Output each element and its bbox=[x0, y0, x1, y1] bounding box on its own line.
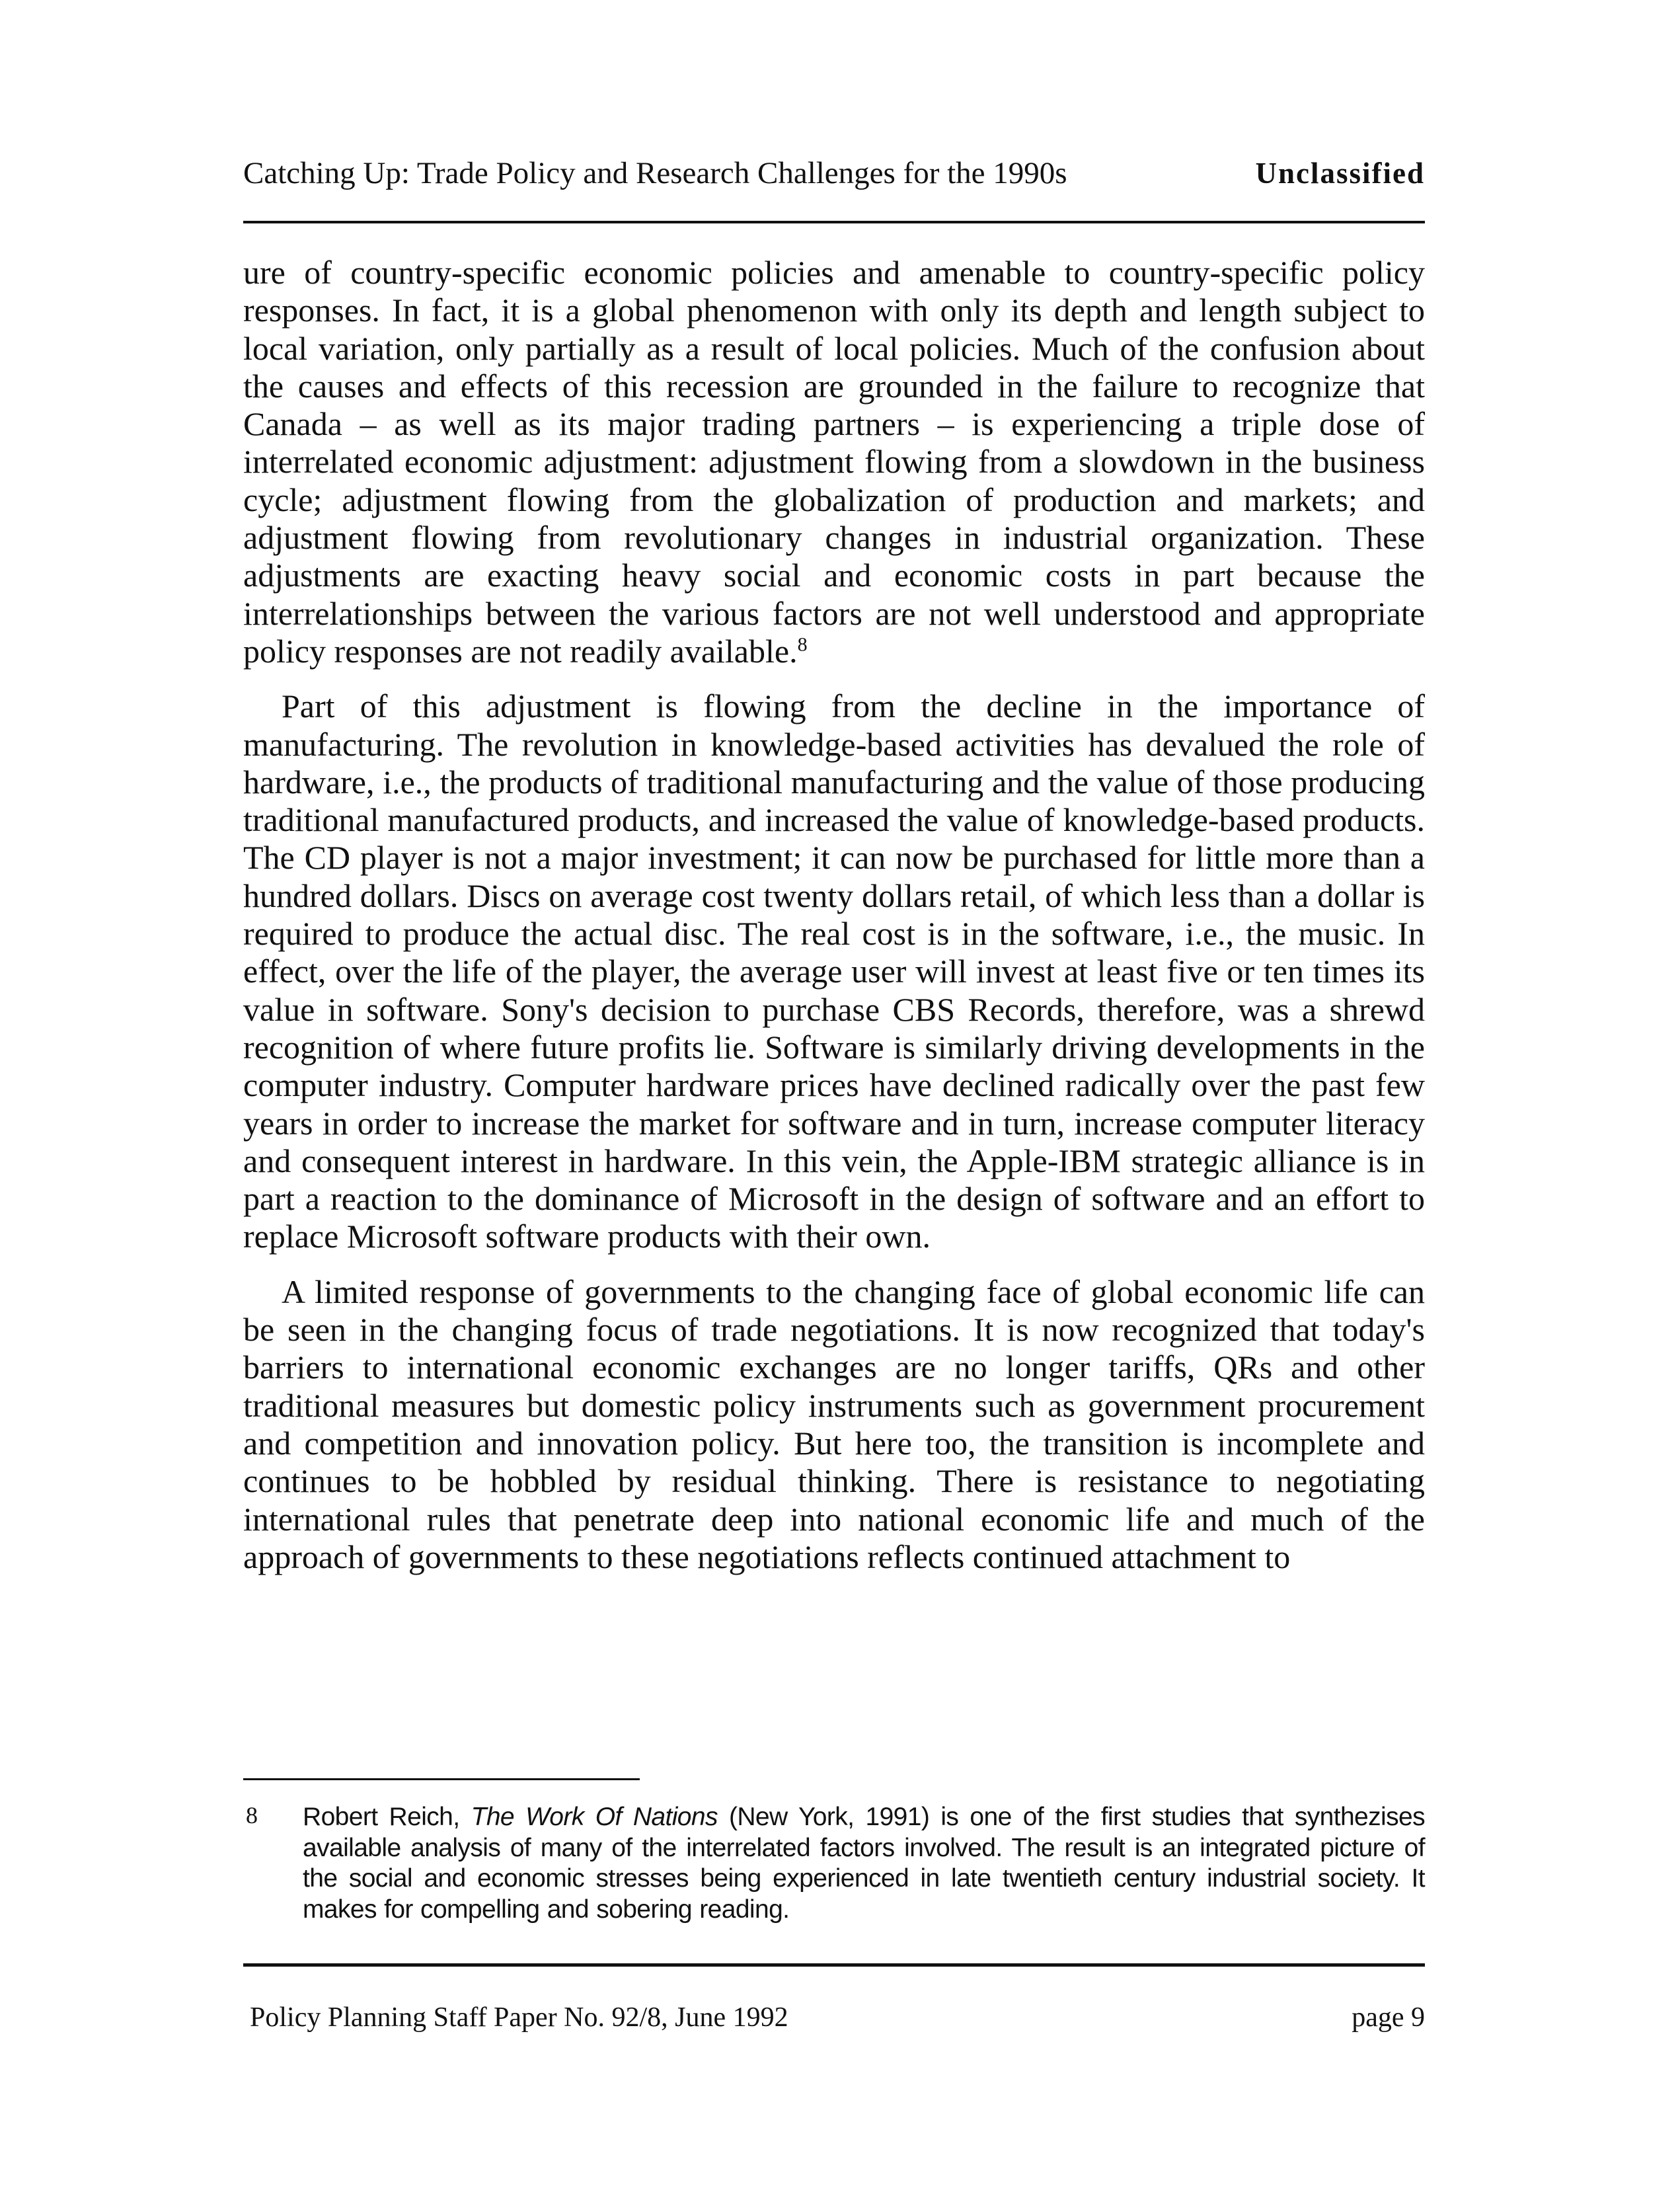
footnote-separator bbox=[243, 1778, 640, 1780]
paper-reference: Policy Planning Staff Paper No. 92/8, June 1992 bbox=[250, 2002, 788, 2033]
footnote bbox=[243, 1802, 1425, 1925]
document-title: Catching Up: Trade Policy and Research Challenges for the 1990s bbox=[243, 156, 1067, 190]
running-header bbox=[243, 153, 1425, 193]
footer-rule bbox=[243, 1963, 1425, 1967]
footnote-book-title: The Work Of Nations bbox=[471, 1803, 718, 1831]
footnote-text bbox=[303, 1802, 1425, 1925]
paragraph-1-text: ure of country-specific economic policies and amenable to country-specific policy responses. In fact, it is a global phenomenon with only its depth and length subject to local variation, only partially as a result of local policies. Much of the confusion about the causes and effects of this recession are grounded in the failure to recognize that Canada – as well as its major trading partners – is experiencing a triple dose of interrelated economic adjustment: adjustment flowing from a slowdown in the business cycle; adjustment flowing from the globalization of production and markets; and adjustment flowing from revolutionary changes in industrial organization. These adjustments are exacting heavy social and economic costs in part because the interrelationships between the various factors are not well understood and appropriate policy responses are not readily available. bbox=[243, 254, 1425, 670]
running-footer bbox=[250, 1998, 1425, 2037]
footnote-reference[interactable]: 8 bbox=[797, 633, 808, 656]
footnote-number: 8 bbox=[246, 1802, 258, 1828]
paragraph-continued bbox=[243, 254, 1425, 670]
page-number: page 9 bbox=[1352, 2002, 1425, 2033]
header-rule bbox=[243, 221, 1425, 223]
main-text bbox=[243, 254, 1425, 1576]
classification-label: Unclassified bbox=[1255, 157, 1425, 190]
paragraph-2: Part of this adjustment is flowing from the decline in the importance of manufacturing. The revolution in knowledge-based activities has devalued the role of hardware, i.e., the products of traditional manufacturing and the value of those producing traditional manufactured products, and increased the value of knowledge-based products. The CD player is not a major investment; it can now be purchased for little more than a hundred dollars. Discs on average cost twenty dollars retail, of which less than a dollar is required to produce the actual disc. The real cost is in the software, i.e., the music. In effect, over the life of the player, the average user will invest at least five or ten times its value in software. Sony's decision to purchase CBS Records, therefore, was a shrewd recognition of where future profits lie. Software is similarly driving developments in the computer industry. Computer hardware prices have declined radically over the past few years in order to increase the market for software and in turn, increase computer literacy and consequent interest in hardware. In this vein, the Apple-IBM strategic alliance is in part a reaction to the dominance of Microsoft in the design of software and an effort to replace Microsoft software products with their own. bbox=[243, 687, 1425, 1255]
footnote-text-before: Robert Reich, bbox=[303, 1803, 471, 1831]
footnote-text-after: (New York, 1991) is one of the first studies that synthezises available analysis of many of the interrelated factors involved. The result is an integrated picture of the social and economic stresses being experienced in late twentieth century industrial society. It makes for compelling and sobering reading. bbox=[303, 1803, 1425, 1924]
paragraph-3: A limited response of governments to the changing face of global economic life can be seen in the changing focus of trade negotiations. It is now recognized that today's barriers to international economic exchanges are no longer tariffs, QRs and other traditional measures but domestic policy instruments such as government procurement and competition and innovation policy. But here too, the transition is incomplete and continues to be hobbled by residual thinking. There is resistance to negotiating international rules that penetrate deep into national economic life and much of the approach of governments to these negotiations reflects continued attachment to bbox=[243, 1273, 1425, 1575]
